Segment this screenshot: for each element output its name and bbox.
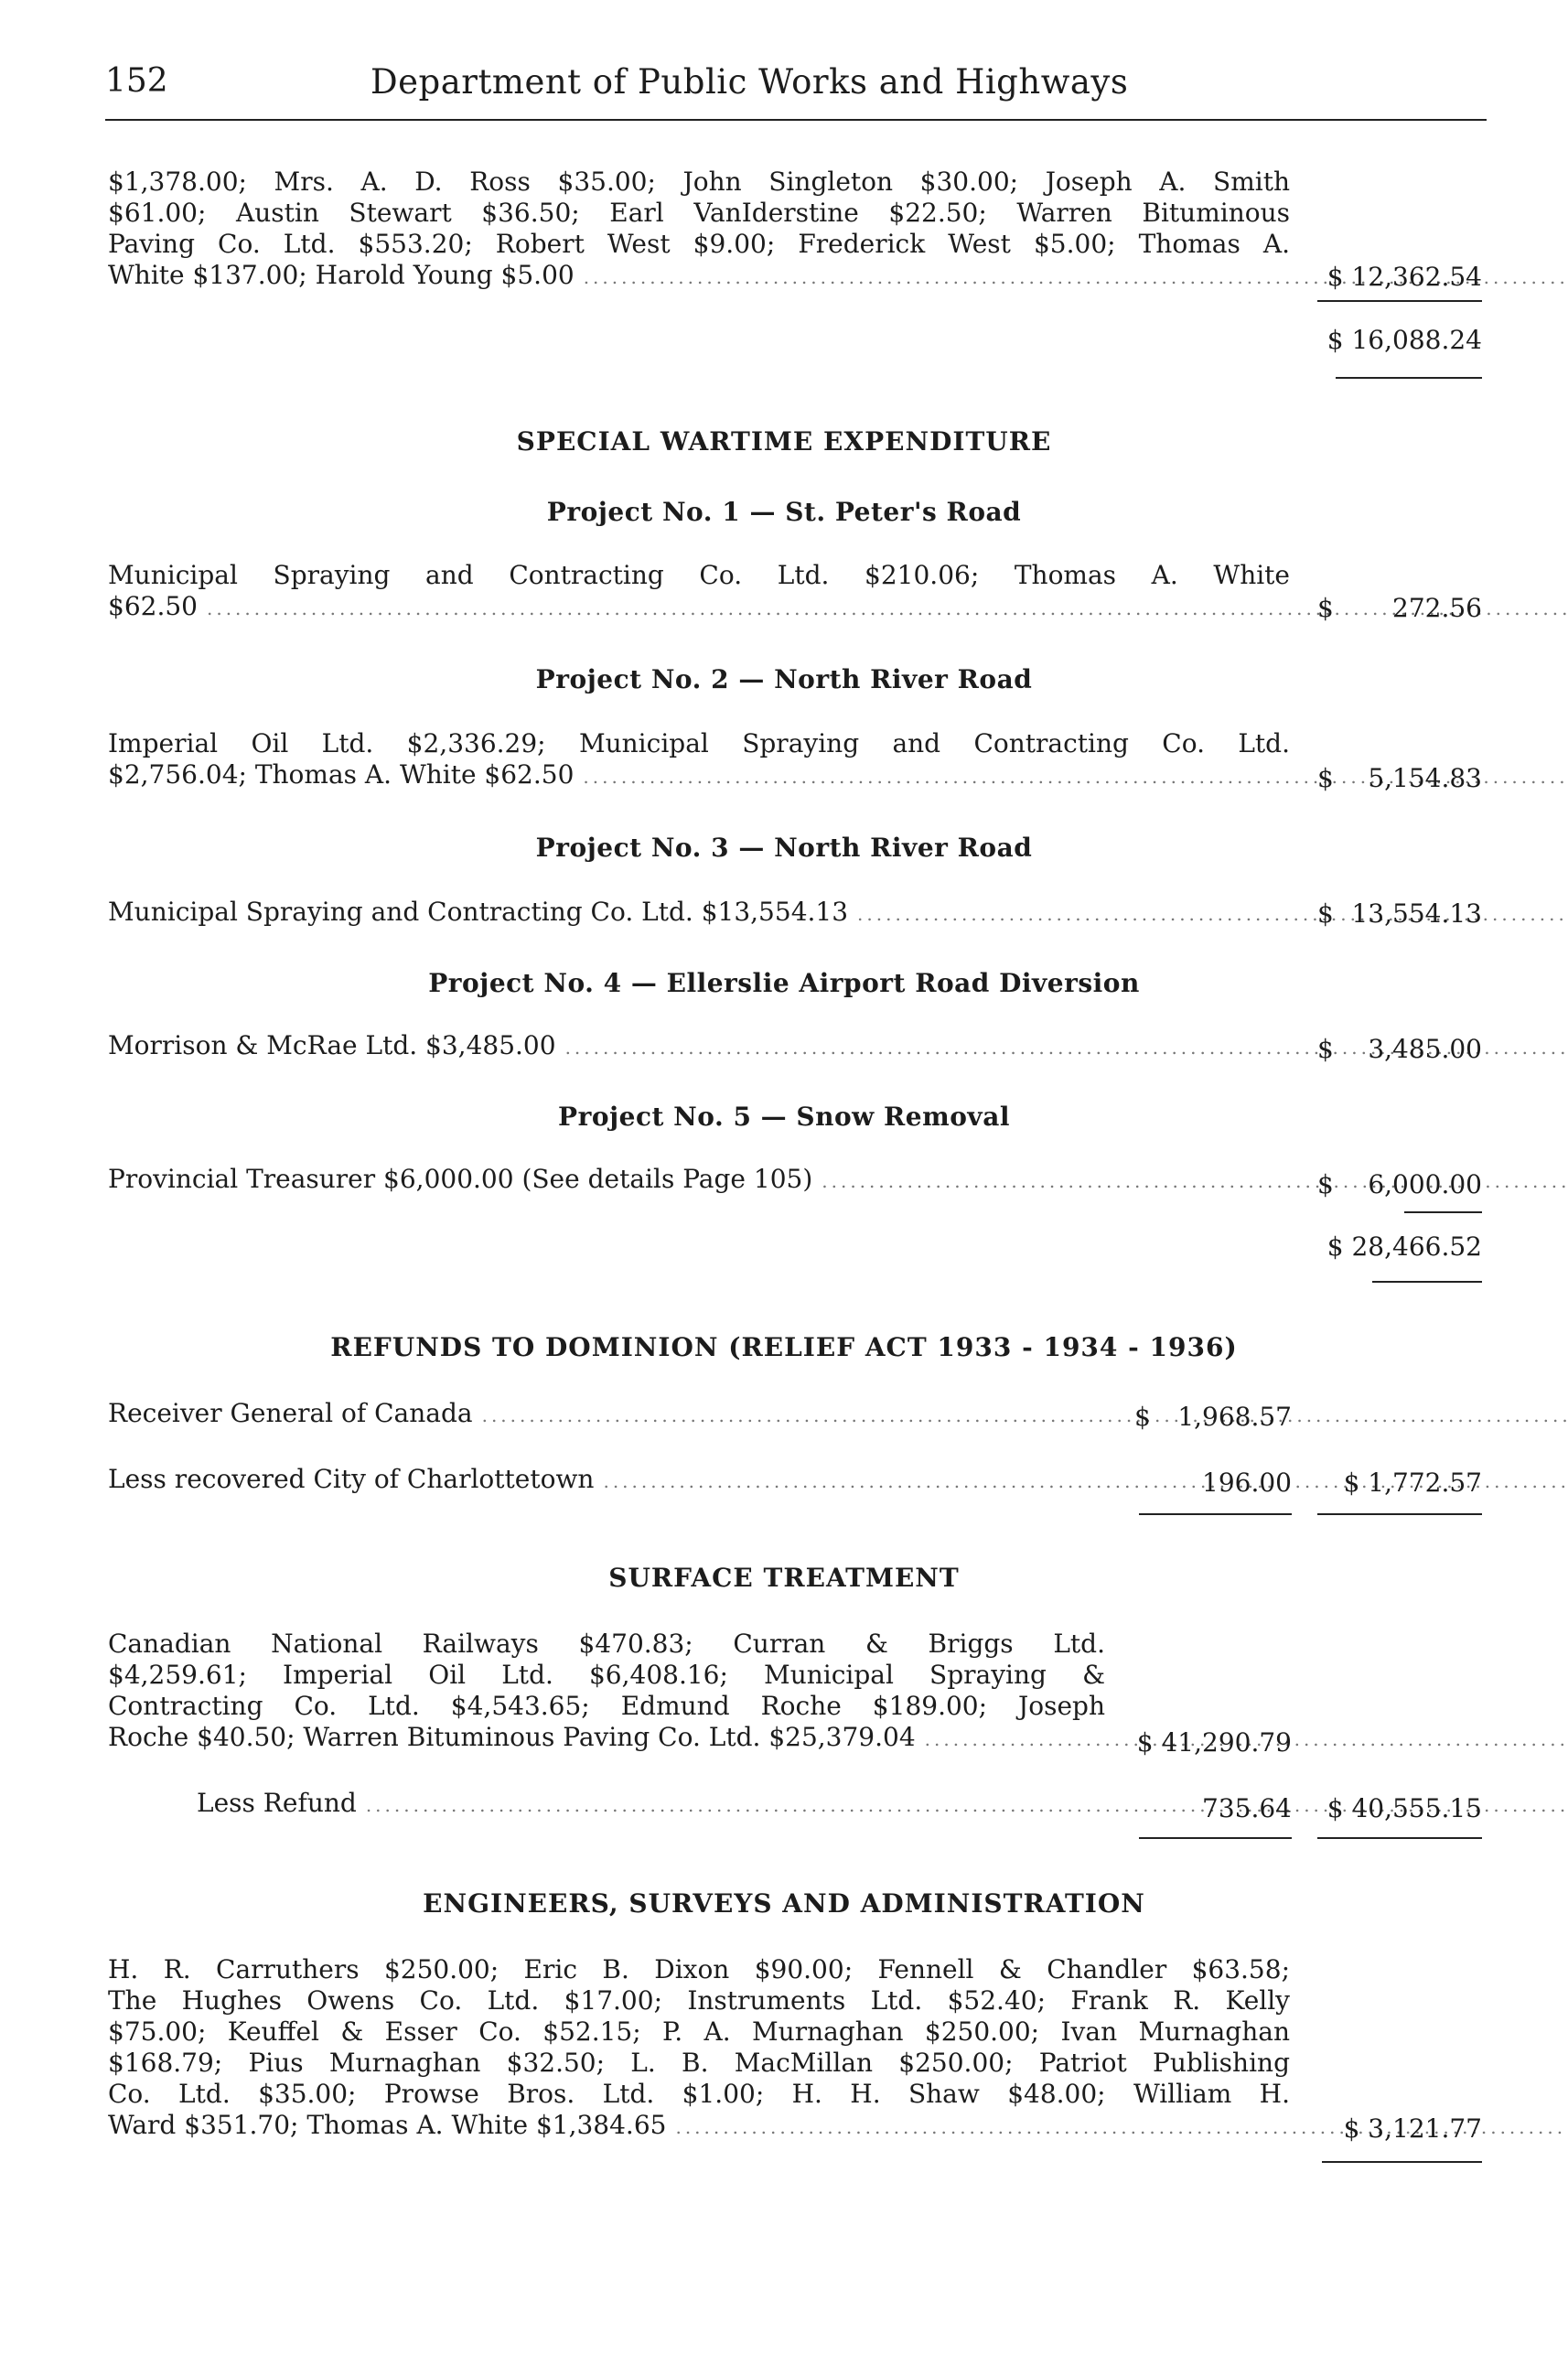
- carryover-amount: $ 12,362.54: [1326, 262, 1482, 292]
- project-4-title: Project No. 4 — Ellerslie Airport Road Diversion: [428, 968, 1140, 998]
- surface-subtotal: $ 41,290.79: [1136, 1727, 1292, 1758]
- project-4-text: Morrison & McRae Ltd. $3,485.00 .....: [108, 1030, 1290, 1063]
- project-3-amount: $ 13,554.13: [1317, 898, 1482, 929]
- carryover-line: Paving Co. Ltd. $553.20; Robert West $9.00; Frederick West $5.00; Thomas A.: [108, 229, 1290, 259]
- project-2-text: Imperial Oil Ltd. $2,336.29; Municipal Spraying and Contracting Co. Ltd. $2,756.04; Thomas A. White $62.50 .....: [108, 728, 1290, 792]
- total-rule: [1317, 1837, 1482, 1839]
- section-heading-engineers: ENGINEERS, SURVEYS AND ADMINISTRATION: [423, 1888, 1145, 1919]
- refunds-line-2-amount: 196.00: [1202, 1468, 1292, 1498]
- project-2-title: Project No. 2 — North River Road: [535, 664, 1033, 694]
- surface-total: $ 40,555.15: [1326, 1793, 1482, 1823]
- wartime-total: $ 28,466.52: [1326, 1231, 1482, 1262]
- project-1-amount: $ 272.56: [1317, 593, 1482, 623]
- project-5-amount: $ 6,000.00: [1317, 1169, 1482, 1199]
- total-rule: [1404, 1211, 1482, 1213]
- section-heading-surface: SURFACE TREATMENT: [608, 1563, 960, 1593]
- carryover-last-line: White $137.00; Harold Young $5.00 .....: [108, 260, 1290, 293]
- refunds-line-1: Receiver General of Canada .....: [108, 1398, 1105, 1431]
- header-rule: [105, 119, 1487, 121]
- total-rule: [1139, 1513, 1292, 1515]
- project-5-text: Provincial Treasurer $6,000.00 (See details Page 105) .....: [108, 1164, 1290, 1197]
- project-4-amount: $ 3,485.00: [1317, 1034, 1482, 1064]
- total-rule: [1372, 1281, 1482, 1283]
- carryover-total: $ 16,088.24: [1326, 325, 1482, 355]
- total-rule: [1139, 1837, 1292, 1839]
- surface-paragraph: Canadian National Railways $470.83; Curran & Briggs Ltd. $4,259.61; Imperial Oil Ltd. $6,408.16; Municipal Spraying & Contracting Co. Ltd. $4,543.65; Edmund Roche $189.00; Joseph Roche $40.50; Warren Bituminous Paving Co. Ltd. $25,379.04 .....: [108, 1629, 1105, 1755]
- project-3-title: Project No. 3 — North River Road: [535, 833, 1033, 863]
- refunds-line-2: Less recovered City of Charlottetown .....: [108, 1464, 1105, 1497]
- total-rule: [1317, 300, 1482, 302]
- total-rule: [1322, 2161, 1482, 2163]
- refunds-total: $ 1,772.57: [1343, 1468, 1482, 1498]
- surface-refund-line: Less Refund .....: [197, 1788, 1105, 1821]
- project-1-text: Municipal Spraying and Contracting Co. Ltd. $210.06; Thomas A. White $62.50 .....: [108, 560, 1290, 624]
- project-5-title: Project No. 5 — Snow Removal: [558, 1102, 1010, 1132]
- total-rule: [1317, 1513, 1482, 1515]
- surface-refund-amount: 735.64: [1202, 1793, 1292, 1823]
- carryover-line: $61.00; Austin Stewart $36.50; Earl VanIderstine $22.50; Warren Bituminous: [108, 198, 1290, 228]
- engineers-total: $ 3,121.77: [1343, 2113, 1482, 2144]
- section-heading-wartime: SPECIAL WARTIME EXPENDITURE: [516, 426, 1052, 457]
- carryover-paragraph: [108, 167, 1290, 293]
- total-rule: [1336, 377, 1482, 379]
- section-heading-refunds: REFUNDS TO DOMINION (RELIEF ACT 1933 - 1934 - 1936): [330, 1332, 1238, 1362]
- project-1-title: Project No. 1 — St. Peter's Road: [546, 497, 1022, 527]
- engineers-paragraph: H. R. Carruthers $250.00; Eric B. Dixon $90.00; Fennell & Chandler $63.58; The Hughes Owens Co. Ltd. $17.00; Instruments Ltd. $52.40; Frank R. Kelly $75.00; Keuffel & Esser Co. $52.15; P. A. Murnaghan $250.00; Ivan Murnaghan $168.79; Pius Murnaghan $32.50; L. B. MacMillan $250.00; Patriot Publishing Co. Ltd. $35.00; Prowse Bros. Ltd. $1.00; H. H. Shaw $48.00; William H. Ward $351.70; Thomas A. White $1,384.65 .....: [108, 1954, 1290, 2143]
- project-2-amount: $ 5,154.83: [1317, 763, 1482, 793]
- refunds-line-1-amount: $ 1,968.57: [1134, 1402, 1292, 1432]
- carryover-line: $1,378.00; Mrs. A. D. Ross $35.00; John Singleton $30.00; Joseph A. Smith: [108, 167, 1290, 197]
- page-number: 152: [105, 62, 168, 100]
- running-head: Department of Public Works and Highways: [371, 62, 1129, 102]
- page-header: [105, 62, 1487, 119]
- project-3-text: Municipal Spraying and Contracting Co. Ltd. $13,554.13 .....: [108, 897, 1290, 930]
